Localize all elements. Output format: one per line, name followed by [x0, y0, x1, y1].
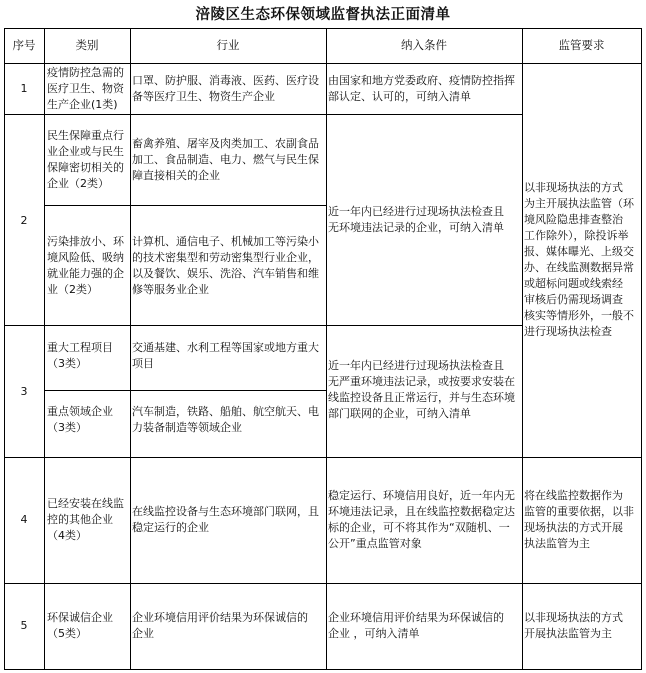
- row-separator: [44, 390, 326, 391]
- table-border-left: [4, 28, 5, 670]
- criteria-cell: 稳定运行、环境信用良好，近一年内无 环境违法记录，且在线监控数据稳定达 标的企业，可不将其作为“双随机、一 公开”重点监管对象: [328, 489, 515, 550]
- column-separator: [130, 28, 131, 670]
- industry-cell: 畜禽养殖、屠宰及肉类加工、农副食品 加工、食品制造、电力、燃气与民生保 障直接相关的企业: [132, 137, 319, 182]
- requirement-cell: 将在线监控数据作为 监管的重要依据，以非 现场执法的方式开展 执法监管为主: [524, 489, 634, 550]
- row-number: 5: [20, 619, 28, 632]
- category-cell: 已经安装在线监 控的其他企业 （4类）: [47, 497, 124, 542]
- category-cell: 重大工程项目 （3类）: [47, 341, 113, 370]
- column-separator: [326, 28, 327, 670]
- industry-cell: 企业环境信用评价结果为环保诚信的 企业: [132, 611, 308, 640]
- requirement-cell: 以非现场执法的方式 开展执法监管为主: [524, 611, 623, 640]
- header-criteria: 纳入条件: [401, 38, 447, 52]
- row-number: 2: [20, 214, 28, 227]
- table-border-right: [641, 28, 642, 670]
- table-border-top: [4, 28, 642, 29]
- table-border-bottom: [4, 669, 642, 670]
- category-cell: 疫情防控急需的 医疗卫生、物资 生产企业(1类): [47, 66, 124, 111]
- header-category: 类别: [75, 38, 99, 52]
- category-cell: 重点领域企业 （3类）: [47, 405, 113, 434]
- category-cell: 污染排放小、环 境风险低、吸纳 就业能力强的企 业（2类）: [47, 235, 124, 296]
- industry-cell: 交通基建、水利工程等国家或地方重大 项目: [132, 341, 319, 370]
- column-separator: [44, 28, 45, 670]
- row-separator: [4, 583, 642, 584]
- industry-cell: 口罩、防护服、消毒液、医药、医疗设 备等医疗卫生、物资生产企业: [132, 74, 319, 103]
- criteria-cell: 近一年内已经进行过现场执法检查且 无环境违法记录的企业，可纳入清单: [328, 205, 504, 234]
- criteria-cell: 近一年内已经进行过现场执法检查且 无严重环境违法记录，或按要求安装在 线监控设备且正常运行，并与生态环境 部门联网的企业，可纳入清单: [328, 359, 515, 420]
- industry-cell: 计算机、通信电子、机械加工等污染小 的技术密集型和劳动密集型行业企业， 以及餐饮、娱乐、洗浴、汽车销售和维 修等服务业企业: [132, 235, 319, 296]
- row-number: 3: [20, 385, 28, 398]
- row-number: 1: [20, 82, 28, 95]
- page-title: 涪陵区生态环保领域监督执法正面清单: [195, 7, 451, 23]
- criteria-cell: 企业环境信用评价结果为环保诚信的 企业 ，可纳入清单: [328, 611, 504, 640]
- row-separator: [4, 114, 522, 115]
- header-industry: 行业: [216, 38, 240, 52]
- category-cell: 民生保障重点行 业企业或与民生 保障密切相关的 企业（2类）: [47, 129, 124, 190]
- requirement-cell-merged: 以非现场执法的方式 为主开展执法监管（环 境风险隐患排查整治 工作除外），除投诉举 报、媒体曝光、上级交 办、在线监测数据异常 或超标问题或线索经 审核后仍需现场调查 核实等情形外，一般不 进行现场执法检查: [524, 181, 634, 338]
- row-separator: [44, 205, 326, 206]
- row-separator: [4, 457, 642, 458]
- header-no: 序号: [12, 38, 36, 52]
- industry-cell: 在线监控设备与生态环境部门联网，且 稳定运行的企业: [132, 505, 319, 534]
- industry-cell: 汽车制造，铁路、船舶、航空航天、电 力装备制造等领域企业: [132, 405, 319, 434]
- column-separator: [522, 28, 523, 670]
- criteria-cell: 由国家和地方党委政府、疫情防控指挥 部认定、认可的，可纳入清单: [328, 74, 515, 103]
- header-separator: [4, 63, 642, 64]
- row-number: 4: [20, 513, 28, 526]
- header-requirement: 监管要求: [558, 38, 605, 52]
- category-cell: 环保诚信企业 （5类）: [47, 611, 113, 640]
- row-separator: [4, 325, 522, 326]
